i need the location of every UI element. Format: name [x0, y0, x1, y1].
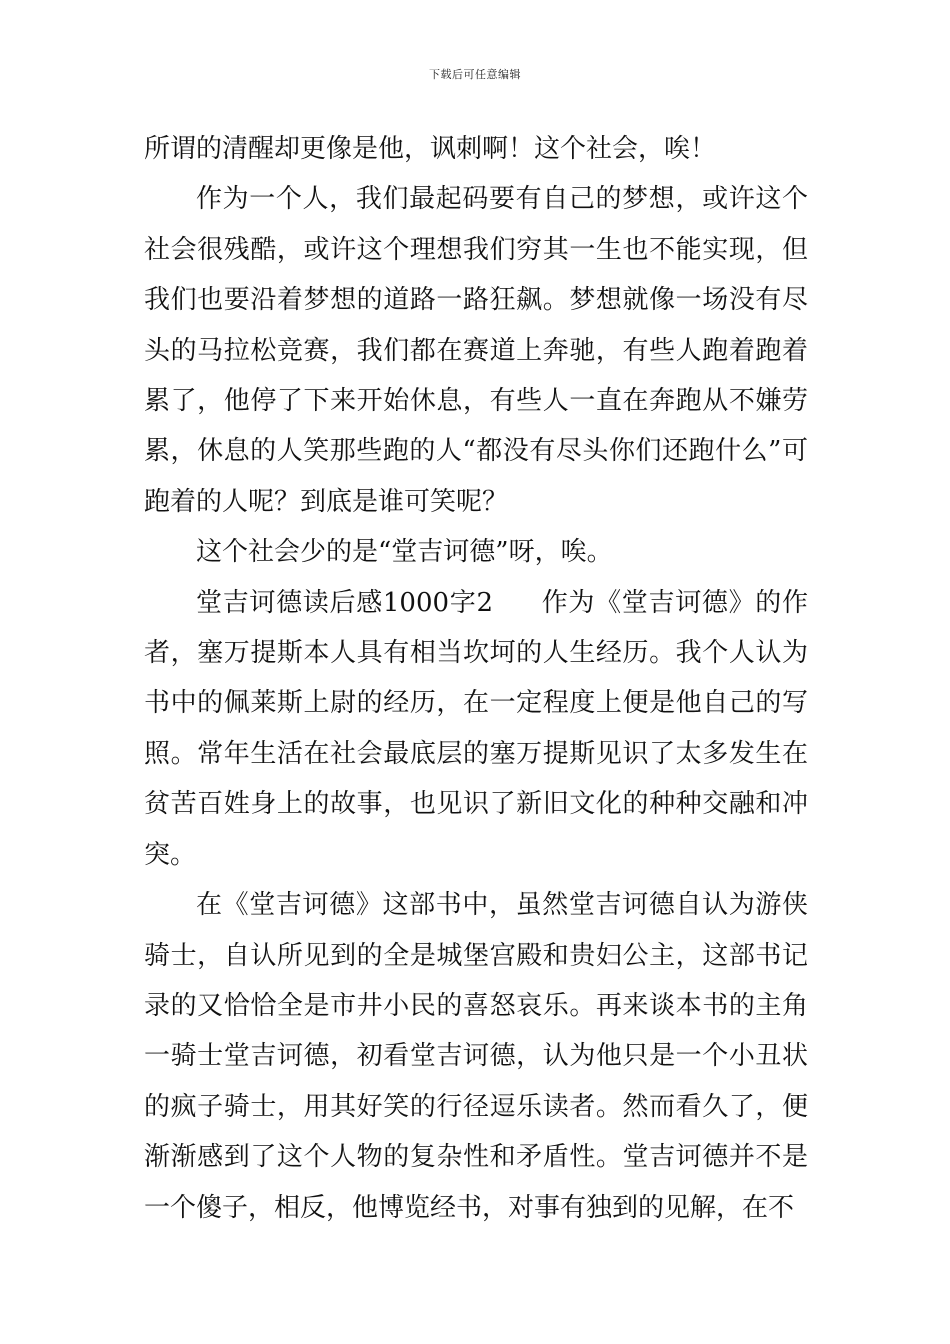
paragraph-2: 作为一个人，我们最起码要有自己的梦想，或许这个社会很残酷，或许这个理想我们穷其一生也不能实现，但我们也要沿着梦想的道路一路狂飙。梦想就像一场没有尽头的马拉松竞赛，我们都在赛道上奔驰，有些人跑着跑着累了，他停了下来开始休息，有些人一直在奔跑从不嫌劳累，休息的人笑那些跑的人“都没有尽头你们还跑什么”可跑着的人呢？到底是谁可笑呢？: [144, 184, 808, 517]
section-heading: 堂吉诃德读后感1000字2: [196, 587, 493, 618]
document-body: [144, 124, 808, 1233]
paragraph-4-text: 作为《堂吉诃德》的作者，塞万提斯本人具有相当坎坷的人生经历。我个人认为书中的佩莱斯上尉的经历，在一定程度上便是他自己的写照。常年生活在社会最底层的塞万提斯见识了太多发生在贫苦百姓身上的故事，也见识了新旧文化的种种交融和冲突。: [144, 587, 808, 870]
paragraph-3: 这个社会少的是“堂吉诃德”呀，唉。: [196, 537, 613, 568]
header-note: 下载后可任意编辑: [429, 68, 521, 81]
paragraph-1: 所谓的清醒却更像是他，讽刺啊！这个社会，唉！: [144, 134, 717, 164]
paragraph-4: [144, 578, 808, 880]
paragraph-5: 在《堂吉诃德》这部书中，虽然堂吉诃德自认为游侠骑士，自认所见到的全是城堡宫殿和贵妇公主，这部书记录的又恰恰全是市井小民的喜怒哀乐。再来谈本书的主角一骑士堂吉诃德，初看堂吉诃德，认为他只是一个小丑状的疯子骑士，用其好笑的行径逗乐读者。然而看久了，便渐渐感到了这个人物的复杂性和矛盾性。堂吉诃德并不是一个傻子，相反，他博览经书，对事有独到的见解，在不: [144, 890, 808, 1223]
